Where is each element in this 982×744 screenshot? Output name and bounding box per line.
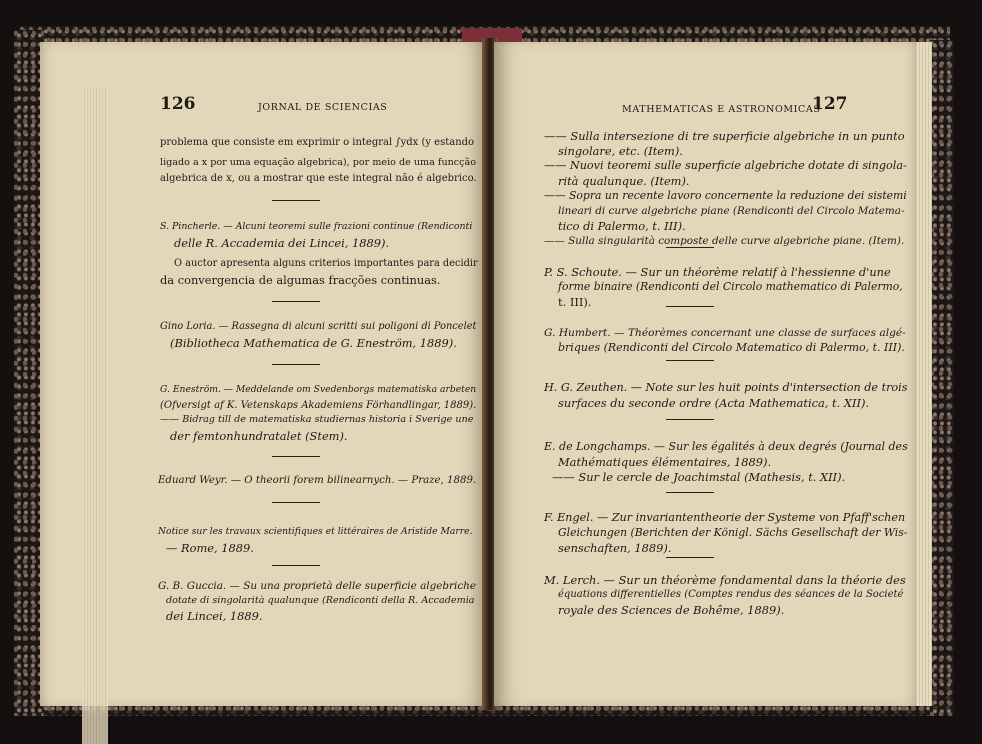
citation-line: singolare, etc. (Item). — [558, 144, 683, 158]
citation-line: H. G. Zeuthen. — Note sur les huit points d'intersection de trois — [544, 381, 908, 394]
text-line: problema que consiste em exprimir o integral ∫ydx (y estando — [160, 137, 475, 148]
citation-line: —— Sopra un recente lavoro concernente la reduzione dei sistemi — [544, 189, 907, 202]
citation-line: royale des Sciences de Bohême, 1889). — [558, 603, 785, 617]
separator-rule — [272, 301, 320, 302]
running-head: JORNAL DE SCIENCIAS — [258, 102, 388, 113]
citation-line: E. de Longchamps. — Sur les égalités à deux degrés (Journal des — [544, 440, 908, 453]
citation-line: (Ofversigt af K. Vetenskaps Akademiens Förhandlingar, 1889). — [160, 400, 477, 411]
citation-line: forme binaire (Rendiconti del Circolo mathematico di Palermo, — [558, 280, 903, 293]
citation-line: t. III). — [558, 295, 592, 309]
citation-line: P. S. Schoute. — Sur un théorème relatif à l'hessienne d'une — [544, 265, 891, 279]
citation-line: dotate di singolarità qualunque (Rendiconti della R. Accademia — [166, 595, 475, 606]
citation-line: Eduard Weyr. — O theorii forem bilinearnych. — Praze, 1889. — [158, 475, 477, 486]
text-line: O auctor apresenta alguns criterios importantes para decidir — [174, 258, 478, 269]
citation-line: S. Pincherle. — Alcuni teoremi sulle frazioni continue (Rendiconti — [160, 221, 473, 232]
citation-line: G. Eneström. — Meddelande om Svedenborgs matematiska arbeten — [160, 384, 477, 395]
citation-line: der femtonhundratalet (Stem). — [170, 429, 348, 443]
citation-line: —— Bidrag till de matematiska studiernas historia i Sverige une — [160, 414, 474, 425]
citation-line: G. Humbert. — Théorèmes concernant une classe de surfaces algé- — [544, 327, 906, 339]
citation-line: —— Nuovi teoremi sulle superficie algebriche dotate di singola- — [544, 159, 907, 172]
citation-line: Notice sur les travaux scientifiques et littéraires de Aristide Marre. — [158, 526, 473, 537]
separator-rule — [272, 456, 320, 457]
separator-rule — [666, 419, 714, 420]
citation-line: G. B. Guccia. — Su una proprietà delle superficie algebriche — [158, 580, 476, 592]
citation-line: M. Lerch. — Sur un théorème fondamental dans la théorie des — [544, 573, 906, 587]
separator-rule — [272, 565, 320, 566]
citation-line: (Bibliotheca Mathematica de G. Eneström, 1889). — [170, 336, 457, 350]
citation-line: rità qualunque. (Item). — [558, 174, 690, 188]
left-page — [40, 42, 486, 706]
citation-line: lineari di curve algebriche piane (Rendiconti del Circolo Matema- — [558, 205, 905, 217]
book-edge-right — [930, 40, 954, 716]
separator-rule — [666, 557, 714, 558]
separator-rule — [666, 492, 714, 493]
separator-rule — [666, 360, 714, 361]
separator-rule — [272, 200, 320, 201]
citation-line: dei Lincei, 1889. — [166, 609, 263, 623]
running-head: MATHEMATICAS E ASTRONOMICAS — [622, 104, 821, 115]
citation-line: delle R. Accademia dei Lincei, 1889). — [174, 236, 390, 250]
citation-line: Mathématiques élémentaires, 1889). — [558, 455, 772, 469]
right-page — [494, 42, 916, 706]
left-page-edge — [82, 88, 108, 744]
citation-line: — Rome, 1889. — [166, 541, 254, 555]
citation-line: briques (Rendiconti del Circolo Matematico di Palermo, t. III). — [558, 341, 905, 354]
separator-rule — [272, 364, 320, 365]
citation-line: F. Engel. — Zur invariantentheorie der Systeme von Pfaff'schen — [544, 511, 906, 524]
citation-line: tico di Palermo, t. III). — [558, 219, 686, 233]
separator-rule — [272, 502, 320, 503]
text-line: ligado a x por uma equação algebrica), por meio de uma funcção — [160, 157, 477, 168]
separator-rule — [666, 247, 714, 248]
citation-line: senschaften, 1889). — [558, 541, 672, 555]
citation-line: —— Sulla singularità composte delle curve algebriche piane. (Item). — [544, 235, 905, 247]
citation-line: surfaces du seconde ordre (Acta Mathematica, t. XII). — [558, 396, 870, 410]
page-number: 127 — [812, 94, 848, 114]
right-page-edge — [916, 42, 932, 706]
citation-line: équations differentielles (Comptes rendus des séances de la Societé — [558, 589, 904, 600]
text-line: algebrica de x, ou a mostrar que este integral não é algebrico. — [160, 173, 477, 184]
page-number: 126 — [160, 94, 196, 114]
citation-line: —— Sulla intersezione di tre superficie algebriche in un punto — [544, 129, 905, 143]
citation-line: Gino Loria. — Rassegna di alcuni scritti sui poligoni di Poncelet — [160, 321, 477, 332]
citation-line: —— Sur le cercle de Joachimstal (Mathesis, t. XII). — [552, 470, 846, 484]
text-line: da convergencia de algumas fracções continuas. — [160, 273, 441, 287]
citation-line: Gleichungen (Berichten der Königl. Sächs Gesellschaft der Wis- — [558, 526, 908, 539]
separator-rule — [666, 306, 714, 307]
